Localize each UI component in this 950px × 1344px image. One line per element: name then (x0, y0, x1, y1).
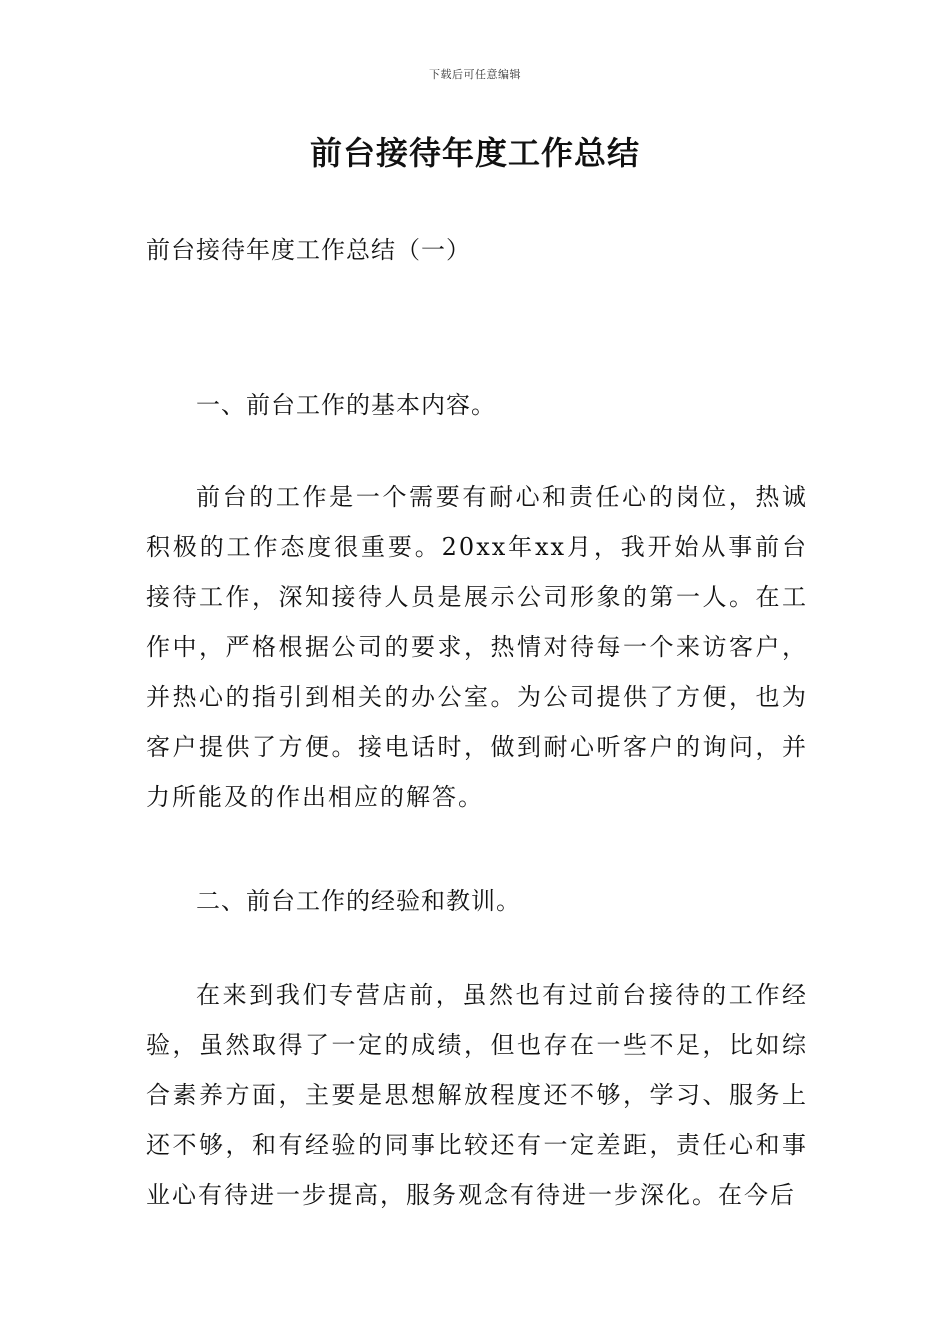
section-paragraph-1: 前台的工作是一个需要有耐心和责任心的岗位，热诚积极的工作态度很重要。20xx年xx月，我开始从事前台接待工作，深知接待人员是展示公司形象的第一人。在工作中，严格根据公司的要求，热情对待每一个来访客户，并热心的指引到相关的办公室。为公司提供了方便，也为客户提供了方便。接电话时，做到耐心听客户的询问，并力所能及的作出相应的解答。 (146, 483, 808, 811)
header-note: 下载后可任意编辑 (429, 68, 521, 81)
section-heading-1: 一、前台工作的基本内容。 (196, 391, 496, 419)
section-paragraph-2: 在来到我们专营店前，虽然也有过前台接待的工作经验，虽然取得了一定的成绩，但也存在一些不足，比如综合素养方面，主要是思想解放程度还不够，学习、服务上还不够，和有经验的同事比较还有一定差距，责任心和事业心有待进一步提高，服务观念有待进一步深化。在今后 (146, 981, 808, 1209)
document-title: 前台接待年度工作总结 (309, 134, 640, 172)
section-heading-2: 二、前台工作的经验和教训。 (196, 887, 521, 915)
document-subtitle: 前台接待年度工作总结（一） (146, 236, 471, 264)
